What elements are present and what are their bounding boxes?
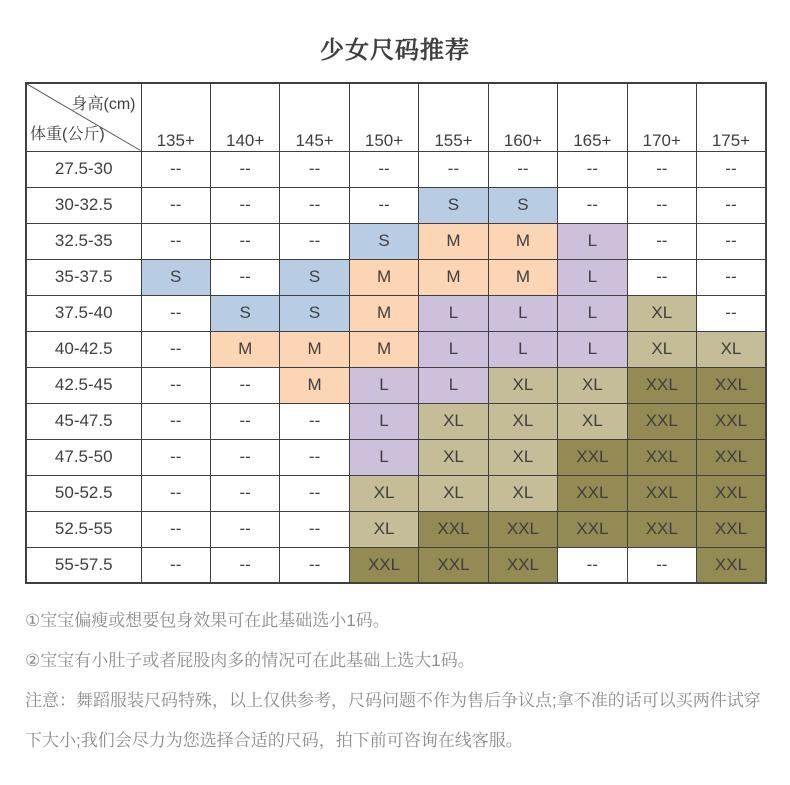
size-cell: M	[488, 223, 557, 259]
size-cell: S	[349, 223, 418, 259]
size-cell: XL	[488, 367, 557, 403]
size-cell: --	[280, 547, 349, 583]
size-cell: XXL	[627, 475, 696, 511]
column-header-140+: 140+	[210, 83, 279, 151]
size-cell: --	[349, 187, 418, 223]
size-cell: --	[141, 187, 210, 223]
size-cell: M	[210, 331, 279, 367]
size-cell: XL	[558, 403, 627, 439]
size-cell: XXL	[488, 547, 557, 583]
notes-section	[25, 601, 765, 761]
size-cell: --	[141, 223, 210, 259]
size-cell: --	[349, 151, 418, 187]
size-cell: --	[141, 151, 210, 187]
size-cell: XL	[419, 439, 488, 475]
size-cell: L	[419, 295, 488, 331]
height-axis-label: 身高(cm)	[71, 96, 136, 113]
size-cell: --	[558, 547, 627, 583]
weight-label: 55-57.5	[26, 547, 141, 583]
size-chart-table	[25, 82, 767, 584]
weight-label: 47.5-50	[26, 439, 141, 475]
weight-label: 45-47.5	[26, 403, 141, 439]
size-cell: S	[488, 187, 557, 223]
size-cell: XXL	[627, 511, 696, 547]
size-cell: XXL	[419, 511, 488, 547]
size-cell: M	[349, 259, 418, 295]
size-cell: XXL	[697, 547, 766, 583]
size-cell: --	[627, 547, 696, 583]
size-cell: XL	[419, 403, 488, 439]
size-cell: --	[280, 439, 349, 475]
size-cell: XL	[419, 475, 488, 511]
size-cell: --	[210, 187, 279, 223]
size-cell: XXL	[488, 511, 557, 547]
size-cell: --	[210, 475, 279, 511]
size-cell: --	[280, 151, 349, 187]
size-cell: XXL	[349, 547, 418, 583]
table-row	[26, 439, 766, 475]
size-cell: M	[280, 367, 349, 403]
size-cell: --	[210, 151, 279, 187]
size-cell: --	[141, 511, 210, 547]
size-cell: L	[558, 331, 627, 367]
size-cell: --	[141, 439, 210, 475]
size-cell: M	[488, 259, 557, 295]
size-cell: XL	[349, 511, 418, 547]
weight-label: 40-42.5	[26, 331, 141, 367]
table-row	[26, 475, 766, 511]
size-cell: M	[349, 331, 418, 367]
corner-header-cell	[26, 83, 141, 151]
size-cell: --	[419, 151, 488, 187]
size-cell: XL	[488, 475, 557, 511]
size-cell: XXL	[697, 511, 766, 547]
weight-label: 27.5-30	[26, 151, 141, 187]
size-cell: XL	[488, 439, 557, 475]
header-row	[26, 83, 766, 151]
size-cell: --	[280, 187, 349, 223]
size-cell: M	[349, 295, 418, 331]
size-cell: XXL	[697, 439, 766, 475]
size-cell: --	[627, 187, 696, 223]
weight-label: 50-52.5	[26, 475, 141, 511]
size-cell: L	[349, 367, 418, 403]
size-cell: --	[210, 367, 279, 403]
size-cell: L	[419, 367, 488, 403]
column-header-160+: 160+	[488, 83, 557, 151]
size-cell: XL	[627, 295, 696, 331]
table-row	[26, 259, 766, 295]
size-cell: --	[141, 403, 210, 439]
size-cell: --	[210, 439, 279, 475]
table-row	[26, 403, 766, 439]
column-header-135+: 135+	[141, 83, 210, 151]
column-header-170+: 170+	[627, 83, 696, 151]
table-row	[26, 511, 766, 547]
table-row	[26, 151, 766, 187]
size-cell: --	[280, 403, 349, 439]
size-cell: --	[280, 475, 349, 511]
size-cell: L	[419, 331, 488, 367]
size-cell: --	[558, 151, 627, 187]
weight-label: 42.5-45	[26, 367, 141, 403]
table-row	[26, 223, 766, 259]
size-cell: L	[349, 439, 418, 475]
weight-label: 30-32.5	[26, 187, 141, 223]
size-cell: --	[697, 295, 766, 331]
size-cell: XL	[627, 331, 696, 367]
page-title: 少女尺码推荐	[320, 37, 470, 64]
size-cell: --	[141, 295, 210, 331]
size-cell: --	[697, 187, 766, 223]
size-cell: L	[349, 403, 418, 439]
size-cell: XXL	[419, 547, 488, 583]
table-row	[26, 367, 766, 403]
size-cell: XL	[349, 475, 418, 511]
weight-axis-label: 体重(公斤)	[30, 125, 105, 143]
size-cell: --	[210, 223, 279, 259]
size-cell: --	[141, 547, 210, 583]
size-cell: --	[697, 223, 766, 259]
size-cell: XXL	[627, 367, 696, 403]
note-caution: 注意：舞蹈服装尺码特殊，以上仅供参考，尺码问题不作为售后争议点;拿不准的话可以买两件试穿下大小;我们会尽力为您选择合适的尺码，拍下前可咨询在线客服。	[25, 691, 761, 750]
size-cell: --	[280, 223, 349, 259]
size-cell: --	[280, 511, 349, 547]
size-cell: --	[141, 331, 210, 367]
table-row	[26, 295, 766, 331]
size-cell: L	[558, 259, 627, 295]
size-cell: XXL	[558, 439, 627, 475]
size-cell: S	[280, 259, 349, 295]
size-cell: L	[558, 223, 627, 259]
size-cell: XXL	[697, 403, 766, 439]
size-cell: S	[210, 295, 279, 331]
size-cell: S	[141, 259, 210, 295]
column-header-145+: 145+	[280, 83, 349, 151]
size-cell: M	[280, 331, 349, 367]
size-cell: --	[558, 187, 627, 223]
table-row	[26, 547, 766, 583]
weight-label: 37.5-40	[26, 295, 141, 331]
note-size-down: ①宝宝偏瘦或想要包身效果可在此基础选小1码。	[25, 611, 390, 630]
weight-label: 52.5-55	[26, 511, 141, 547]
weight-label: 32.5-35	[26, 223, 141, 259]
column-header-155+: 155+	[419, 83, 488, 151]
size-cell: M	[419, 259, 488, 295]
size-cell: M	[419, 223, 488, 259]
size-cell: --	[210, 259, 279, 295]
size-cell: L	[488, 295, 557, 331]
size-cell: L	[558, 295, 627, 331]
size-cell: XXL	[697, 475, 766, 511]
table-row	[26, 187, 766, 223]
weight-label: 35-37.5	[26, 259, 141, 295]
note-size-up: ②宝宝有小肚子或者屁股肉多的情况可在此基础上选大1码。	[25, 651, 475, 670]
size-cell: --	[697, 259, 766, 295]
size-cell: --	[697, 151, 766, 187]
column-header-165+: 165+	[558, 83, 627, 151]
size-cell: --	[210, 547, 279, 583]
size-cell: S	[280, 295, 349, 331]
size-cell: XL	[558, 367, 627, 403]
size-cell: XXL	[627, 439, 696, 475]
size-cell: XXL	[697, 367, 766, 403]
size-cell: S	[419, 187, 488, 223]
size-cell: XXL	[558, 511, 627, 547]
size-cell: --	[141, 367, 210, 403]
size-cell: XXL	[627, 403, 696, 439]
size-cell: --	[210, 403, 279, 439]
size-cell: L	[488, 331, 557, 367]
size-cell: XXL	[558, 475, 627, 511]
column-header-150+: 150+	[349, 83, 418, 151]
size-cell: --	[627, 259, 696, 295]
table-row	[26, 331, 766, 367]
size-cell: --	[141, 475, 210, 511]
size-cell: --	[627, 151, 696, 187]
column-header-175+: 175+	[697, 83, 766, 151]
size-cell: --	[627, 223, 696, 259]
size-cell: --	[488, 151, 557, 187]
size-cell: XL	[488, 403, 557, 439]
size-cell: XL	[697, 331, 766, 367]
size-cell: --	[210, 511, 279, 547]
